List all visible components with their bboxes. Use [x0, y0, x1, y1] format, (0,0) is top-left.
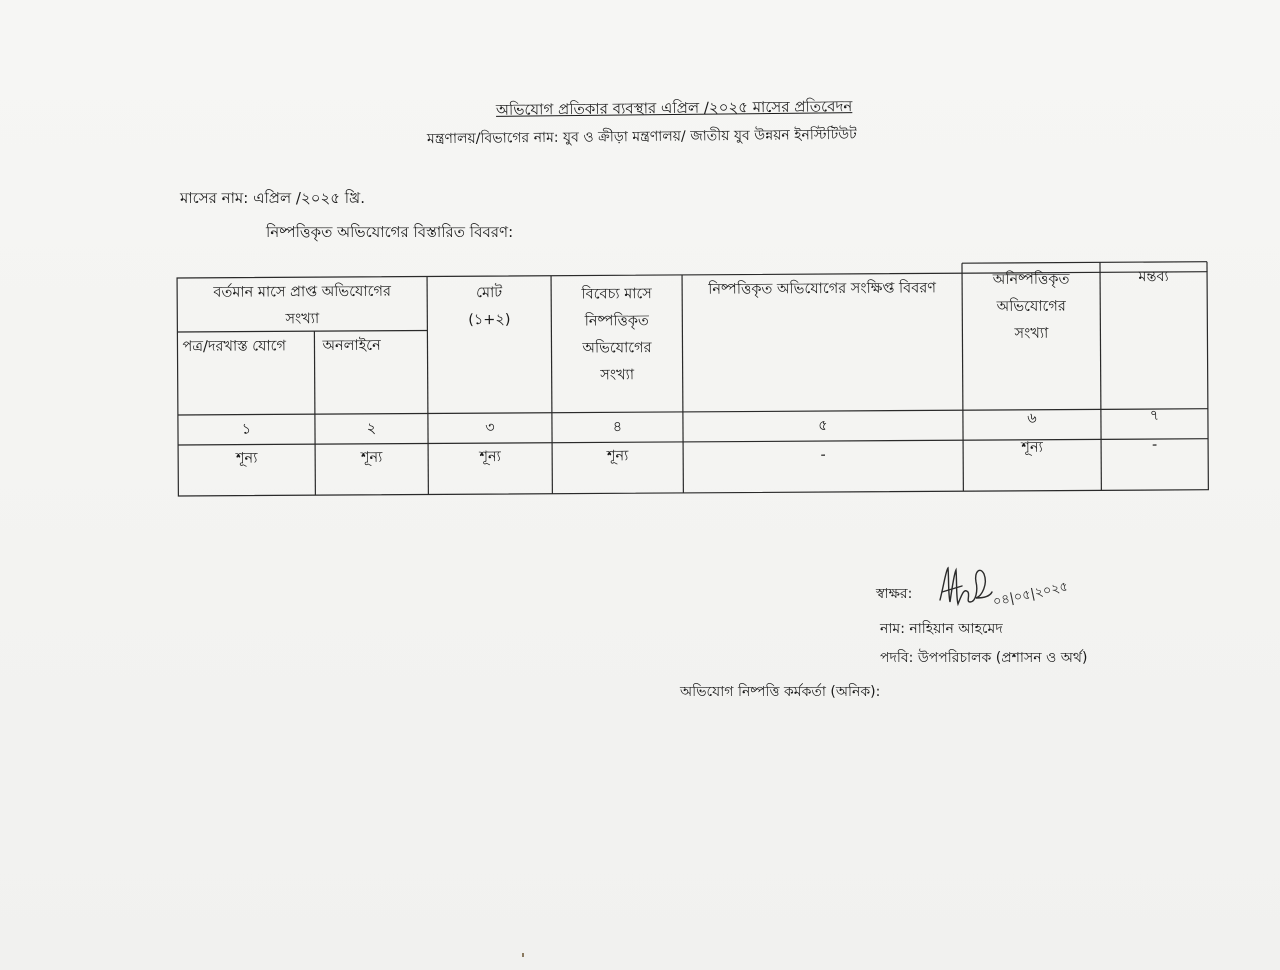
header-unresolved: অনিষ্পত্তিকৃত অভিযোগের সংখ্যা	[992, 271, 1070, 342]
month-line: মাসের নাম: এপ্রিল /২০২৫ খ্রি.	[180, 189, 365, 207]
value-total: শূন্য	[479, 449, 501, 466]
header-by-letter: পত্র/দরখাস্ত যোগে	[182, 338, 287, 355]
column-number-7: ৭	[1149, 407, 1160, 425]
header-remarks: মন্তব্য	[1138, 268, 1169, 286]
complaint-officer-label: অভিযোগ নিষ্পত্তি কর্মকর্তা (অনিক):	[680, 684, 881, 700]
header-resolved-summary: নিষ্পত্তিকৃত অভিযোগের সংক্ষিপ্ত বিবরণ	[708, 280, 937, 298]
column-number-5: ৫	[818, 418, 828, 435]
report-title: অভিযোগ প্রতিকার ব্যবস্থার এপ্রিল /২০২৫ মাসের প্রতিবেদন	[495, 97, 853, 119]
details-heading: নিষ্পত্তিকৃত অভিযোগের বিস্তারিত বিবরণ:	[266, 223, 514, 241]
complaint-table	[176, 262, 1211, 498]
header-online: অনলাইনে	[322, 337, 381, 355]
value-resolved: শূন্য	[606, 448, 629, 465]
value-remarks: -	[1151, 437, 1158, 454]
value-by-letter: শূন্য	[235, 450, 258, 467]
header-total: মোট (১+২)	[468, 285, 511, 329]
header-received-complaints: বর্তমান মাসে প্রাপ্ত অভিযোগের সংখ্যা	[213, 283, 391, 328]
value-unresolved: শূন্য	[1021, 439, 1043, 456]
paper-speck	[522, 953, 524, 957]
column-number-2: ২	[366, 420, 377, 437]
signature-date: ০৪|০৫|২০২৫	[991, 579, 1070, 610]
value-summary: -	[820, 447, 826, 464]
column-number-3: ৩	[485, 420, 495, 437]
column-number-6: ৬	[1027, 410, 1037, 427]
column-number-4: ৪	[612, 419, 623, 436]
signatory-name: নাম: নাহিয়ান আহমেদ	[880, 621, 1003, 637]
column-number-1: ১	[241, 421, 252, 438]
ministry-name: মন্ত্রণালয়/বিভাগের নাম: যুব ও ক্রীড়া মন্ত্রণালয়/ জাতীয় যুব উন্নয়ন ইনস্টিটিউট	[426, 126, 857, 148]
value-online: শূন্য	[360, 449, 383, 466]
handwritten-signature	[936, 562, 1070, 610]
signatory-designation: পদবি: উপপরিচালক (প্রশাসন ও অর্থ)	[880, 650, 1088, 666]
signature-label: স্বাক্ষর:	[876, 586, 913, 602]
header-resolved-in-month: বিবেচ্য মাসে নিষ্পত্তিকৃত অভিযোগের সংখ্যা	[581, 286, 652, 384]
